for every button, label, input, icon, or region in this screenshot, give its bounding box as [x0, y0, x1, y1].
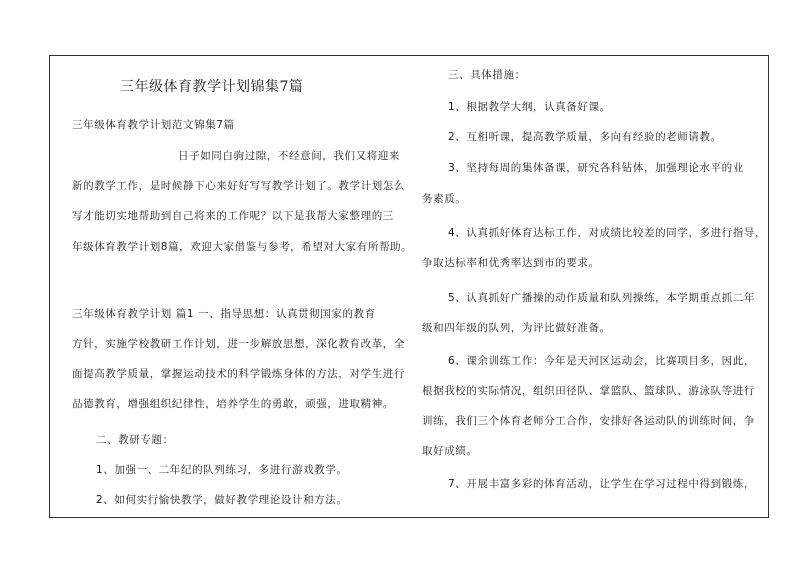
- document-title: 三年级体育教学计划锦集7篇: [120, 79, 304, 95]
- list-item: 5、认真抓好广播操的动作质量和队列操练，本学期重点抓二年: [448, 292, 755, 304]
- list-item: 争取达标率和优秀率达到市的要求。: [422, 257, 600, 269]
- subtitle-line: 三年级体育教学计划范文锦集7篇: [72, 119, 235, 131]
- list-item: 训练，我们三个体育老师分工合作，安排好各运动队的训练时间，争: [422, 415, 755, 427]
- paragraph-line: 年级体育教学计划8篇，欢迎大家借鉴与参考，希望对大家有所帮助。: [72, 241, 413, 253]
- paragraph-line: 面提高教学质量，掌握运动技术的科学锻炼身体的方法，对学生进行: [72, 368, 405, 380]
- list-item: 7、开展丰富多彩的体育活动，让学生在学习过程中得到锻炼，: [448, 478, 755, 490]
- list-item: 务素质。: [422, 193, 467, 205]
- list-item: 3、坚持每周的集体备课，研究各科钻体，加强理论水平的业: [448, 162, 744, 174]
- list-item: 1、加强一、二年纪的队列练习，多进行游戏教学。: [96, 464, 348, 476]
- paragraph-line: 方针，实施学校教研工作计划，进一步解放思想，深化教育改革，全: [72, 338, 405, 350]
- list-item: 2、如何实行愉快教学，做好教学理论设计和方法。: [96, 494, 348, 506]
- paragraph-line: 日子如同白驹过隙，不经意间，我们又将迎来: [178, 150, 400, 162]
- section-heading: 二、教研专题：: [96, 434, 174, 446]
- list-item: 取好成绩。: [422, 445, 478, 457]
- paragraph-line: 三年级体育教学计划 篇1 一、指导思想：认真贯彻国家的教育: [72, 308, 376, 320]
- list-item: 级和四年级的队列，为评比做好准备。: [422, 322, 611, 334]
- list-item: 根据我校的实际情况，组织田径队、掌篮队、篮球队、游泳队等进行: [422, 385, 755, 397]
- list-item: 4、认真抓好体育达标工作，对成绩比较差的同学，多进行指导，: [448, 227, 767, 239]
- paragraph-line: 写才能切实地帮助到自己将来的工作呢？以下是我帮大家整理的三: [72, 210, 394, 222]
- paragraph-line: 品德教育，增强组织纪律性，培养学生的勇敢，顽强，进取精神。: [72, 398, 394, 410]
- list-item: 1、根据教学大纲，认真备好课。: [448, 101, 611, 113]
- list-item: 6、课余训练工作：今年是天河区运动会，比赛项目多，因此，: [448, 355, 755, 367]
- paragraph-line: 新的教学工作，是时候静下心来好好写写教学计划了。教学计划怎么: [72, 180, 405, 192]
- list-item: 2、互相听课，提高教学质量，多向有经验的老师请教。: [448, 131, 722, 143]
- section-heading: 三、具体措施：: [448, 69, 526, 81]
